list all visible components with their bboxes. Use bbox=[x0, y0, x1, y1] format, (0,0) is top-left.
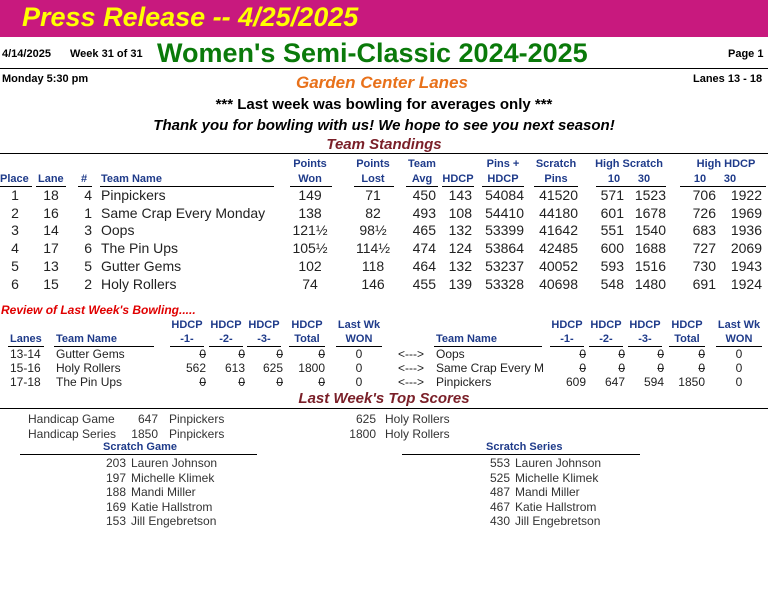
review-team1: The Pin Ups bbox=[56, 375, 123, 389]
rev-col-h3b: -3- bbox=[257, 333, 271, 345]
review-won1: 0 bbox=[355, 361, 363, 375]
standings-lane-cell: 17 bbox=[43, 240, 59, 257]
banner-title: Press Release -- 4/25/2025 bbox=[22, 2, 359, 32]
review-h3: 594 bbox=[643, 375, 664, 389]
rev-col2-h3a: HDCP bbox=[629, 319, 661, 331]
col-hs30: 30 bbox=[637, 173, 651, 185]
col-place: Place bbox=[0, 173, 29, 185]
col-hh30: 30 bbox=[723, 173, 737, 185]
standings-hs10-cell: 571 bbox=[600, 187, 624, 203]
standings-scratch-cell: 40698 bbox=[539, 275, 578, 292]
standings-won-cell: 149 bbox=[298, 187, 322, 203]
standings-num-cell: 2 bbox=[84, 275, 92, 292]
standings-hdcp-cell: 132 bbox=[448, 257, 472, 274]
scratch-game-name: Michelle Klimek bbox=[131, 470, 215, 485]
col-highscratch: High Scratch bbox=[595, 158, 663, 170]
top-scores-title: Last Week's Top Scores bbox=[298, 390, 470, 407]
rev-col-h3a: HDCP bbox=[248, 319, 280, 331]
review-g3: 625 bbox=[262, 361, 283, 375]
scratch-series-name: Mandi Miller bbox=[515, 485, 580, 499]
standings-team-cell: Gutter Gems bbox=[101, 257, 182, 274]
col-lane: Lane bbox=[38, 173, 64, 185]
page-number: Page 1 bbox=[728, 48, 764, 60]
review-h2: 0 bbox=[618, 347, 625, 361]
scratch-series-underline bbox=[402, 454, 640, 455]
rev-col2-h1a: HDCP bbox=[551, 319, 583, 331]
review-team2: Pinpickers bbox=[436, 375, 492, 389]
review-title: Review of Last Week's Bowling..... bbox=[1, 303, 196, 317]
review-arrow: <---> bbox=[398, 361, 425, 375]
standings-hs30-cell: 1523 bbox=[634, 187, 666, 203]
col-hs10: 10 bbox=[607, 173, 621, 185]
col-pinsh-2: HDCP bbox=[487, 173, 519, 185]
standings-team-cell: Pinpickers bbox=[101, 187, 166, 203]
standings-hs30-cell: 1678 bbox=[634, 204, 666, 221]
rev-col-h2b: -2- bbox=[219, 333, 233, 345]
rev-col-h1a: HDCP bbox=[171, 319, 203, 331]
standings-team-cell: Oops bbox=[101, 222, 135, 239]
press-release-banner bbox=[0, 0, 768, 37]
standings-hh10-cell: 683 bbox=[692, 222, 716, 239]
standings-lane-cell: 15 bbox=[43, 275, 59, 292]
standings-won-cell: 102 bbox=[298, 257, 322, 274]
rev-col-lanes: Lanes bbox=[10, 333, 42, 345]
review-h1: 0 bbox=[579, 347, 586, 361]
scratch-game-name: Jill Engebretson bbox=[131, 514, 217, 528]
standings-hs10-cell: 593 bbox=[600, 257, 624, 274]
hdcp-game-label: Handicap Game bbox=[28, 412, 115, 426]
scratch-series-name: Michelle Klimek bbox=[515, 470, 599, 485]
standings-avg-cell: 493 bbox=[412, 204, 436, 221]
scratch-series-name: Lauren Johnson bbox=[515, 456, 602, 470]
lanes-range: Lanes 13 - 18 bbox=[693, 73, 763, 85]
standings-place-cell: 3 bbox=[11, 222, 19, 239]
scratch-game-score: 153 bbox=[105, 514, 126, 528]
standings-scratch-cell: 42485 bbox=[539, 240, 578, 257]
review-won2: 0 bbox=[735, 347, 743, 361]
hdcp-game-team2: Holy Rollers bbox=[385, 412, 450, 426]
review-h3: 0 bbox=[657, 361, 664, 375]
review-tot2: 0 bbox=[698, 347, 705, 361]
standings-lost-cell: 98½ bbox=[359, 222, 387, 239]
hdcp-series-team1: Pinpickers bbox=[169, 427, 225, 441]
review-tot1: 0 bbox=[318, 375, 325, 389]
standings-lost-cell: 82 bbox=[365, 204, 381, 221]
standings-won-cell: 138 bbox=[298, 204, 322, 221]
standings-hdcp-cell: 124 bbox=[448, 240, 472, 257]
review-tot2: 0 bbox=[698, 361, 705, 375]
standings-hh30-cell: 1943 bbox=[730, 257, 762, 274]
review-won1: 0 bbox=[355, 375, 363, 389]
col-team: Team Name bbox=[101, 173, 162, 185]
standings-hh30-cell: 1922 bbox=[730, 187, 762, 203]
col-highhdcp: High HDCP bbox=[696, 158, 756, 170]
rev-col-team: Team Name bbox=[56, 333, 117, 345]
review-team1: Gutter Gems bbox=[56, 347, 125, 361]
review-h1: 609 bbox=[565, 375, 586, 389]
standings-num-cell: 4 bbox=[84, 187, 92, 203]
standings-team-cell: The Pin Ups bbox=[101, 240, 179, 257]
rev-col2-h2b: -2- bbox=[599, 333, 613, 345]
rev-col2-wa: Last Wk bbox=[717, 319, 761, 331]
col-pinsh-1: Pins + bbox=[486, 158, 520, 170]
standings-hh30-cell: 1924 bbox=[730, 275, 762, 292]
standings-lost-cell: 71 bbox=[365, 187, 381, 203]
scratch-series-score: 553 bbox=[489, 456, 510, 470]
rev-col-h1b: -1- bbox=[180, 333, 194, 345]
standings-hs10-cell: 601 bbox=[600, 204, 624, 221]
review-tot2: 1850 bbox=[678, 375, 705, 389]
standings-place-cell: 6 bbox=[11, 275, 19, 292]
review-tot1: 1800 bbox=[298, 361, 325, 375]
standings-hs30-cell: 1688 bbox=[634, 240, 666, 257]
review-team1: Holy Rollers bbox=[56, 361, 121, 375]
thank-you-note: Thank you for bowling with us! We hope to see you next season! bbox=[153, 117, 615, 134]
col-lost-1: Points bbox=[356, 158, 390, 170]
standings-lost-cell: 114½ bbox=[356, 240, 390, 257]
session-time: Monday 5:30 pm bbox=[2, 73, 89, 85]
standings-place-cell: 4 bbox=[11, 240, 19, 257]
standings-won-cell: 121½ bbox=[292, 222, 328, 239]
standings-hs10-cell: 548 bbox=[600, 275, 624, 292]
hdcp-game-score1: 647 bbox=[137, 412, 158, 426]
rev-col-ta: HDCP bbox=[291, 319, 323, 331]
col-avg-1: Team bbox=[408, 158, 436, 170]
standings-hh30-cell: 1936 bbox=[730, 222, 762, 239]
review-lanes: 17-18 bbox=[10, 375, 41, 389]
col-won-2: Won bbox=[298, 173, 322, 185]
review-team2: Oops bbox=[436, 347, 465, 361]
review-tot1: 0 bbox=[318, 347, 325, 361]
standings-hh30-cell: 1969 bbox=[730, 204, 762, 221]
hdcp-series-team2: Holy Rollers bbox=[385, 427, 450, 441]
standings-num-cell: 3 bbox=[84, 222, 92, 239]
league-title: Women's Semi-Classic 2024-2025 bbox=[157, 38, 588, 68]
standings-hdcp-cell: 132 bbox=[448, 222, 472, 239]
scratch-series-score: 467 bbox=[489, 499, 510, 514]
review-won2: 0 bbox=[735, 361, 743, 375]
standings-pinsh-cell: 54084 bbox=[485, 187, 524, 203]
standings-team-cell: Holy Rollers bbox=[101, 275, 177, 292]
standings-scratch-cell: 44180 bbox=[539, 204, 578, 221]
standings-avg-cell: 450 bbox=[412, 187, 436, 203]
rev-col2-h3b: -3- bbox=[638, 333, 652, 345]
review-won1: 0 bbox=[355, 347, 363, 361]
hdcp-series-score2: 1800 bbox=[349, 427, 376, 441]
scratch-game-score: 169 bbox=[105, 499, 126, 514]
standings-divider bbox=[0, 153, 768, 154]
col-hh10: 10 bbox=[693, 173, 707, 185]
rev-col2-ta: HDCP bbox=[671, 319, 703, 331]
scratch-series-score: 525 bbox=[489, 470, 510, 485]
rev-col2-wb: WON bbox=[725, 333, 753, 345]
review-g1: 562 bbox=[185, 361, 206, 375]
standings-hdcp-cell: 143 bbox=[448, 187, 472, 203]
standings-num-cell: 1 bbox=[84, 204, 92, 221]
col-avg-2: Avg bbox=[411, 173, 433, 185]
standings-place-cell: 5 bbox=[11, 257, 19, 274]
scratch-series-score: 487 bbox=[489, 485, 510, 499]
standings-place-cell: 2 bbox=[11, 204, 19, 221]
review-g1: 0 bbox=[199, 375, 206, 389]
standings-hh10-cell: 706 bbox=[692, 187, 716, 203]
standings-scratch-cell: 40052 bbox=[539, 257, 578, 274]
standings-scratch-cell: 41520 bbox=[539, 187, 578, 203]
standings-hs10-cell: 600 bbox=[600, 240, 624, 257]
review-h2: 0 bbox=[618, 361, 625, 375]
standings-pinsh-cell: 53328 bbox=[485, 275, 524, 292]
review-h3: 0 bbox=[657, 347, 664, 361]
averages-note: *** Last week was bowling for averages only *** bbox=[215, 96, 553, 113]
scratch-series-name: Katie Hallstrom bbox=[515, 499, 597, 514]
col-won-1: Points bbox=[293, 158, 327, 170]
rev-col2-h1b: -1- bbox=[560, 333, 574, 345]
review-g3: 0 bbox=[276, 375, 283, 389]
standings-hs30-cell: 1540 bbox=[634, 222, 666, 239]
col-scratch-1: Scratch bbox=[535, 158, 577, 170]
standings-pinsh-cell: 53864 bbox=[485, 240, 524, 257]
standings-hdcp-cell: 108 bbox=[448, 204, 472, 221]
standings-lost-cell: 118 bbox=[361, 257, 385, 274]
standings-pinsh-cell: 53399 bbox=[485, 222, 524, 239]
rev-col-team2: Team Name bbox=[436, 333, 497, 345]
scratch-game-name: Mandi Miller bbox=[131, 485, 196, 499]
standings-lane-cell: 16 bbox=[43, 204, 59, 221]
rev-col-tb: Total bbox=[294, 333, 320, 345]
review-g2: 0 bbox=[238, 375, 245, 389]
scratch-series-score: 430 bbox=[489, 514, 510, 528]
standings-title: Team Standings bbox=[326, 136, 442, 153]
standings-scratch-cell: 41642 bbox=[539, 222, 578, 239]
rev-col-h2a: HDCP bbox=[210, 319, 242, 331]
standings-num-cell: 6 bbox=[84, 240, 92, 257]
standings-hh10-cell: 730 bbox=[692, 257, 716, 274]
standings-avg-cell: 464 bbox=[412, 257, 436, 274]
scratch-game-score: 203 bbox=[105, 456, 126, 470]
standings-avg-cell: 455 bbox=[412, 275, 436, 292]
scratch-game-title: Scratch Game bbox=[103, 441, 177, 453]
hdcp-series-label: Handicap Series bbox=[28, 427, 117, 441]
standings-won-cell: 105½ bbox=[292, 240, 328, 257]
standings-avg-cell: 465 bbox=[412, 222, 436, 239]
standings-lane-cell: 14 bbox=[43, 222, 59, 239]
review-team2: Same Crap Every M bbox=[436, 361, 545, 375]
standings-won-cell: 74 bbox=[302, 275, 318, 292]
standings-team-cell: Same Crap Every Monday bbox=[101, 204, 266, 221]
review-h1: 0 bbox=[579, 361, 586, 375]
scratch-game-score: 188 bbox=[105, 485, 126, 499]
review-g3: 0 bbox=[276, 347, 283, 361]
scratch-game-score: 197 bbox=[105, 470, 126, 485]
hdcp-series-score1: 1850 bbox=[131, 427, 158, 441]
header-divider bbox=[0, 68, 768, 69]
standings-hh10-cell: 691 bbox=[692, 275, 716, 292]
week-label: Week 31 of 31 bbox=[70, 48, 143, 60]
scratch-series-title: Scratch Series bbox=[486, 441, 563, 453]
standings-num-cell: 5 bbox=[84, 257, 92, 274]
hdcp-game-score2: 625 bbox=[355, 412, 376, 426]
standings-hh30-cell: 2069 bbox=[730, 240, 762, 257]
bowling-center: Garden Center Lanes bbox=[296, 73, 468, 92]
standings-lost-cell: 146 bbox=[361, 275, 385, 292]
standings-lane-cell: 18 bbox=[43, 187, 59, 203]
standings-avg-cell: 474 bbox=[412, 240, 436, 257]
review-arrow: <---> bbox=[398, 375, 425, 389]
scratch-series-name: Jill Engebretson bbox=[515, 514, 601, 528]
rev-col-wa: Last Wk bbox=[337, 319, 381, 331]
rev-col2-h2a: HDCP bbox=[590, 319, 622, 331]
standings-hdcp-cell: 139 bbox=[448, 275, 472, 292]
col-scratch-2: Pins bbox=[544, 173, 568, 185]
rev-col2-tb: Total bbox=[674, 333, 700, 345]
scratch-game-name: Lauren Johnson bbox=[131, 456, 218, 470]
review-arrow: <---> bbox=[398, 347, 425, 361]
review-lanes: 15-16 bbox=[10, 361, 41, 375]
col-num: # bbox=[81, 173, 88, 185]
standings-place-cell: 1 bbox=[11, 187, 19, 203]
review-h2: 647 bbox=[604, 375, 625, 389]
rev-col-wb: WON bbox=[345, 333, 373, 345]
standings-hs30-cell: 1516 bbox=[634, 257, 666, 274]
hdcp-game-team1: Pinpickers bbox=[169, 412, 225, 426]
standings-pinsh-cell: 53237 bbox=[485, 257, 524, 274]
review-won2: 0 bbox=[735, 375, 743, 389]
standings-hs30-cell: 1480 bbox=[634, 275, 666, 292]
review-g2: 0 bbox=[238, 347, 245, 361]
scratch-game-underline bbox=[20, 454, 257, 455]
review-g1: 0 bbox=[199, 347, 206, 361]
standings-hs10-cell: 551 bbox=[600, 222, 624, 239]
top-scores-divider bbox=[0, 408, 768, 409]
standings-hh10-cell: 726 bbox=[692, 204, 716, 221]
review-g2: 613 bbox=[224, 361, 245, 375]
review-lanes: 13-14 bbox=[10, 347, 41, 361]
scratch-game-name: Katie Hallstrom bbox=[131, 499, 213, 514]
report-date: 4/14/2025 bbox=[2, 48, 51, 60]
standings-hh10-cell: 727 bbox=[692, 240, 716, 257]
col-lost-2: Lost bbox=[361, 173, 385, 185]
standings-pinsh-cell: 54410 bbox=[485, 204, 524, 221]
col-hdcp: HDCP bbox=[442, 173, 474, 185]
standings-lane-cell: 13 bbox=[43, 257, 59, 274]
